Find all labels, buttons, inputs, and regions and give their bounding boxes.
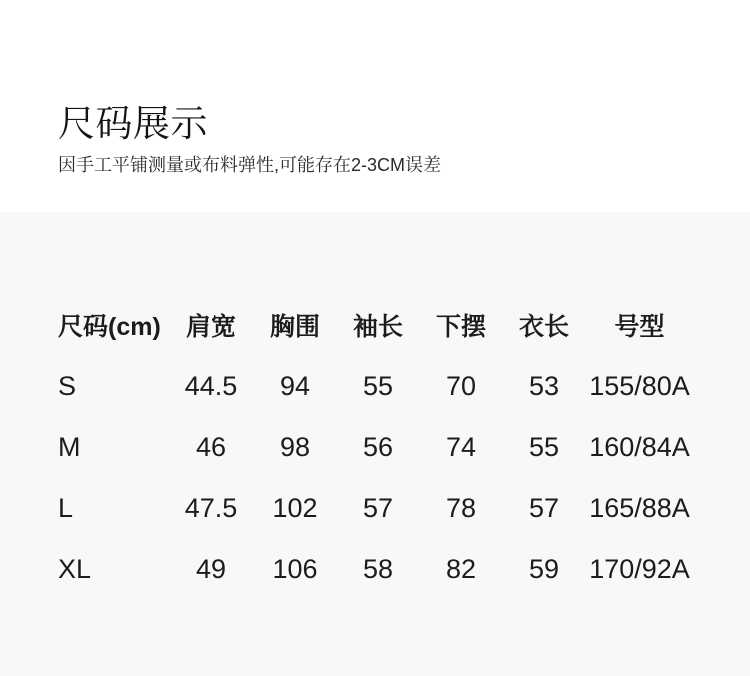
table-row-m — [58, 417, 694, 478]
column-header-hem: 下摆 — [435, 313, 486, 341]
shoulder-value: 46 — [195, 432, 227, 462]
bust-value: 106 — [272, 554, 318, 584]
sleeve-value: 58 — [362, 554, 394, 584]
model-size-value: 170/92A — [589, 554, 690, 584]
length-value: 53 — [528, 371, 560, 401]
size-label: S — [58, 371, 77, 401]
table-row-xl — [58, 539, 694, 600]
model-size-value: 165/88A — [589, 493, 690, 523]
shoulder-value: 47.5 — [184, 493, 238, 523]
hem-value: 70 — [445, 371, 477, 401]
length-value: 57 — [528, 493, 560, 523]
bust-value: 94 — [279, 371, 311, 401]
hem-value: 78 — [445, 493, 477, 523]
column-header-garment-length: 衣长 — [518, 313, 569, 341]
shoulder-value: 49 — [195, 554, 227, 584]
column-header-model-size: 号型 — [614, 313, 665, 341]
column-header-shoulder-width: 肩宽 — [185, 313, 236, 341]
sleeve-value: 56 — [362, 432, 394, 462]
page-title: 尺码展示 — [58, 103, 208, 144]
size-guide-header-section — [0, 0, 750, 212]
column-header-size-cm: 尺码(cm) — [58, 313, 161, 341]
length-value: 59 — [528, 554, 560, 584]
hem-value: 74 — [445, 432, 477, 462]
table-row-s — [58, 356, 694, 417]
table-row-l — [58, 478, 694, 539]
hem-value: 82 — [445, 554, 477, 584]
size-table-section — [0, 212, 750, 676]
size-label: L — [58, 493, 74, 523]
shoulder-value: 44.5 — [184, 371, 238, 401]
measurement-disclaimer: 因手工平铺测量或布料弹性,可能存在2-3CM误差 — [58, 155, 442, 175]
size-table — [58, 294, 694, 600]
sleeve-value: 57 — [362, 493, 394, 523]
bust-value: 102 — [272, 493, 318, 523]
bust-value: 98 — [279, 432, 311, 462]
column-header-bust: 胸围 — [269, 313, 320, 341]
size-label: XL — [58, 554, 92, 584]
sleeve-value: 55 — [362, 371, 394, 401]
model-size-value: 160/84A — [589, 432, 690, 462]
column-header-sleeve-length: 袖长 — [352, 313, 403, 341]
model-size-value: 155/80A — [589, 371, 690, 401]
table-header-row — [58, 294, 694, 356]
length-value: 55 — [528, 432, 560, 462]
size-label: M — [58, 432, 81, 462]
